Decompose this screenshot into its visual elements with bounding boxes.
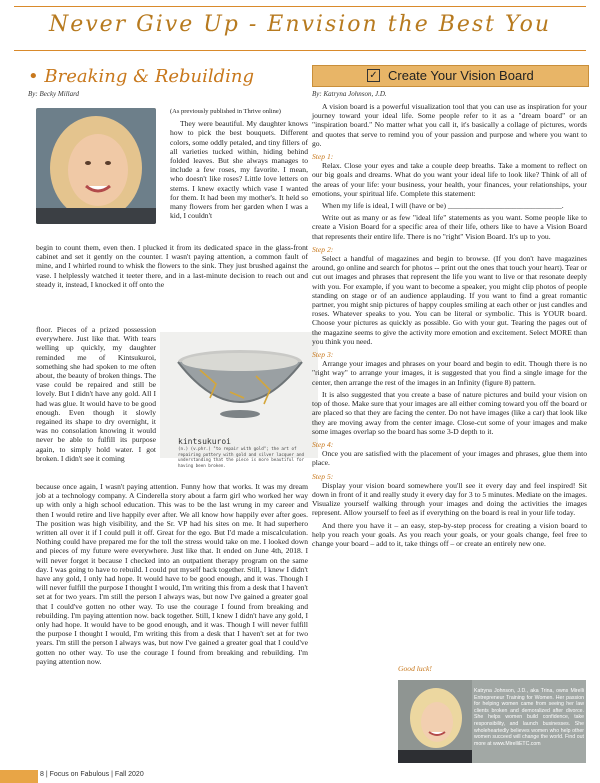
step-3-label: Step 3: bbox=[312, 350, 334, 360]
step-1-text: Relax. Close your eyes and take a couple deep breaths. Take a moment to reflect on our big goals and dreams. What do you want your ideal life to look like? Think of all of the areas of your life: your business, your health, your finances, your relationships, your emotions, your spiritual life. Complete this statement: bbox=[312, 161, 587, 198]
right-article-title: Create Your Vision Board bbox=[388, 68, 534, 83]
author-bio-text: Katryna Johnson, J.D., aka Trina, owns Mirelli Entrepreneur Training for Women. Her passion for helping women came from seeing her law clients broken and demoralized after divorce. She helps women build confidence, take responsibility, and launch businesses. She wholeheartedly believes women who help other women succeed will change the world. Find out more at www.MirelliETC.com bbox=[474, 688, 584, 747]
footer-separator-2: | bbox=[111, 771, 113, 778]
page-banner: Never Give Up - Envision the Best You bbox=[48, 12, 552, 37]
left-paragraph-4 bbox=[36, 482, 308, 666]
banner-top-rule bbox=[14, 6, 586, 7]
page-footer bbox=[40, 771, 144, 778]
sign-off: Good luck! bbox=[398, 664, 432, 673]
right-byline: By: Katryna Johnson, J.D. bbox=[312, 90, 387, 98]
step-1-text-2: Write out as many or as few "ideal life" statements as you want. Some people like to create a Vision Board for a specific area of their life, others like to have a Vision Board that represents their entire life. There is no "right" Vision Board. It's up to you. bbox=[312, 213, 587, 241]
left-para4-text: because once again, I wasn't paying attention. Funny how that works. It was my dream job at a technology company. A Cinderella story about a farm girl who worked her way up with only a high school education. This was to be the last wrung in my career and then I would retire and live happily ever after. We all know how happily ever after goes. The position was high visibility, and the Sr. VP had his sites on me. It had superhero written all over it if I could pull it off. Great for the ego. But I'd made a miscalculation. Nothing could have prepared me for the toll the stress would take on me. I looked down and pieces of my future were everywhere. Just like that. It ended on June 4th, 2018. I will never forget it because I checked into an outpatient therapy program on the same day. I was going to have to rebuild. I could put myself back together. Still, I knew I didn't have any gold, I only had hope. It would have to be good enough, and it was. Though I will never fulfill the purpose I thought I would, I'm writing this from a desk that I haven't set at for two years. I'm still the person I always was, but now I've gained a greater goal that I could've gotten no other way. To use the courage I found from breaking and rebuilding. I'm paying attention now. back together. Still, I knew I didn't have any gold, I only had hope. It would have to be good enough, and it was. Though I will never fulfill the purpose I thought I would, I'm writing this from a desk that I haven't set at for two years. I'm still the person I always was, but now I've gained a greater goal that I could've gotten no other way. To use the courage I found from breaking and rebuilding. I'm paying attention now. bbox=[36, 482, 308, 666]
step-1-statement: When my life is ideal, I will (have or be) ______________________________. bbox=[322, 201, 564, 211]
right-column bbox=[312, 102, 587, 548]
left-note bbox=[170, 107, 308, 220]
step-5-text: Display your vision board somewhere you'll see it every day and feel inspired! Sit down in front of it and really study it every day for 3 to 5 minutes. Mediate on the images. Visualize yourself walking through your images and doing the activities the images represent. Allow yourself to feel as if everything on the board is real in your life today. bbox=[312, 480, 587, 518]
step-2-label: Step 2: bbox=[312, 244, 334, 254]
step-1-label: Step 1: bbox=[312, 152, 334, 162]
step-3-text: Arrange your images and phrases on your board and begin to edit. Though there is no "right way" to arrange your images, it is suggested that you find a single image for the center, then arrange the rest of the images in an Infinity (figure 8) pattern. bbox=[312, 359, 587, 387]
left-paragraph-2 bbox=[36, 243, 308, 289]
checkbox-icon: ✓ bbox=[367, 69, 380, 82]
kintsukuroi-definition: (n.) (v.phr.) "to repair with gold"; the art of repairing pottery with gold and silver lacquer and understanding that the piece is more beautiful for having been broken. bbox=[178, 446, 305, 468]
step-5-text-2: And there you have it – an easy, step-by-step process for creating a vision board to help you reach your goals. As you reach your goals, or your goals change, feel free to change your board – add to it, take things off – or create an entirely new one. bbox=[312, 520, 587, 548]
step-4-text: Once you are satisfied with the placement of your images and phrases, glue them into place. bbox=[312, 449, 587, 468]
step-5-label: Step 5: bbox=[312, 471, 334, 481]
magazine-name: Focus on Fabulous bbox=[49, 771, 110, 778]
footer-accent-bar bbox=[0, 770, 38, 783]
step-2-text: Select a handful of magazines and begin to browse. (If you don't have magazines around, go online and search for photos -- print out the ones that touch your heart). Tear or cut out images and phrases that represent the life you want to live or that resonate deeply with you. For example, if you want to become a speaker, you might clip photos of people standing on stage or of an audience applauding. If you want to find a great romantic partner, you might snip pictures of happy couples smiling at each other or just candles and roses. Whatever speaks to you. You can be literal or symbolic. This is YOUR board. Choose your pictures as quickly as possible. Go with your gut. Tearing the pages out of the magazine seems to give the activity more emotion and excitement. Select MORE than you think you need. bbox=[312, 254, 587, 346]
page-number: 8 bbox=[40, 771, 44, 778]
step-3-text-2: It is also suggested that you create a base of nature pictures and build your vision on top of those. Make sure that your images are all either coming toward you off the board or are placed so that they are facing the center. Do not have images (like a car) that look like they are moving away from the center image. Close-cut some of your images and make some images overlap so the board has some 3-D depth to it. bbox=[312, 389, 587, 436]
publication-note: (As previously published in Thrive online) bbox=[170, 108, 281, 115]
kintsukuroi-heading: kintsukuroi bbox=[178, 437, 231, 446]
right-title-box bbox=[312, 65, 589, 87]
title-bullet: • bbox=[28, 66, 39, 87]
left-title-text: Breaking & Rebuilding bbox=[44, 66, 255, 87]
left-paragraph-3 bbox=[36, 325, 156, 463]
issue-date: Fall 2020 bbox=[114, 771, 144, 778]
left-para3-text: floor. Pieces of a prized possession everywhere. Just like that. With tears welling up quickly, my daughter reminded me of Kintsukuroi, something she had spoken to me often about, the beauty of broken things. The vase could be repaired and still be lovely. But I didn't have any gold. All I had was glue. It would have to be good enough. Even though it slowly regained its shape to dry overnight, it was no consolation knowing it would never be able to fulfill its purpose again, to simply hold water. I got broken. I didn't see it coming bbox=[36, 325, 156, 463]
banner-bottom-rule bbox=[14, 50, 586, 51]
left-para2-text: begin to count them, even then. I plucked it from its dedicated space in the glass-front cabinet and set it gently on the counter. I wasn't paying attention, a common fault of mine, and I whirled round to whisk the flowers to the sink. They just brushed against the vase. I helplessly watched it teeter there, and in a last-minute decision to reach out and steady it, instead, I knocked it off onto the bbox=[36, 243, 308, 289]
left-paragraph-1: They were beautiful. My daughter knows how to pick the best bouquets. Different colors, some oddly petaled, and tiny fillers of all varieties tucked within, hiding behind folded leaves. But she always manages to include a few roses, my favorite. I mean, who doesn't like roses? Little love letters on stems. I knew exactly which vase I wanted for them. It had been my mother's. It held so many flowers from her garden when I was a kid, I couldn't bbox=[170, 119, 308, 221]
author-photo bbox=[36, 108, 156, 224]
right-intro: A vision board is a powerful visualization tool that you can use as inspiration for your journey toward your ideal life. Some people refer to it as a "dream board" or an "inspiration board." No matter what you call it, it's basically a collage of pictures, words and quotes that serve to remind you of your passion and purpose and where you want to go. bbox=[312, 102, 587, 148]
step-4-label: Step 4: bbox=[312, 439, 334, 449]
left-article-title bbox=[28, 66, 254, 87]
left-byline: By: Becky Millard bbox=[28, 90, 80, 98]
footer-separator: | bbox=[45, 771, 48, 778]
